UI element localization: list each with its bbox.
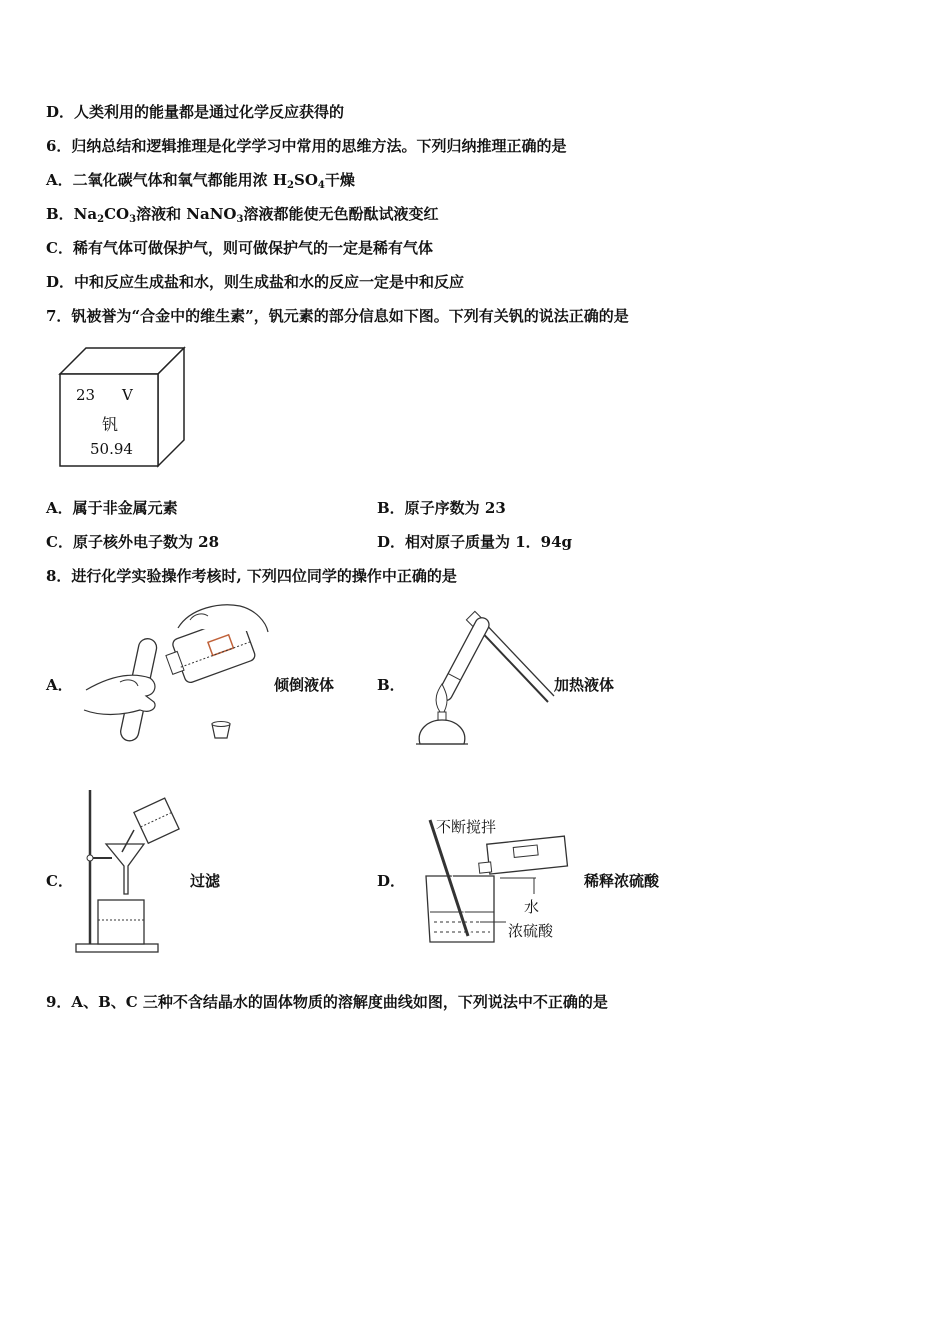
q7-option-a: A．属于非金属元素 — [46, 499, 178, 517]
q8-b-letter: B． — [377, 676, 405, 694]
q9-stem: 9．A、B、C 三种不含结晶水的固体物质的溶解度曲线如图，下列说法中不正确的是 — [46, 993, 608, 1011]
q6-option-c: C．稀有气体可做保护气，则可做保护气的一定是稀有气体 — [46, 239, 433, 257]
stir-note: 不断搅拌 — [436, 818, 497, 836]
q7-stem: 7．钒被誉为“合金中的维生素”，钒元素的部分信息如下图。下列有关钒的说法正确的是 — [46, 307, 629, 325]
q5-option-d: D．人类利用的能量都是通过化学反应获得的 — [46, 103, 345, 121]
element-card — [58, 346, 188, 468]
q7-option-c: C．原子核外电子数为 28 — [46, 533, 220, 551]
pour-liquid-illustration — [80, 598, 270, 748]
element-number: 23 — [76, 386, 96, 404]
q8-d-label: 稀释浓硫酸 — [584, 872, 660, 890]
heat-liquid-illustration — [410, 604, 560, 752]
water-note: 水 — [524, 898, 540, 916]
q8-d-letter: D． — [377, 872, 406, 890]
filtration-illustration — [72, 786, 186, 956]
q8-b-label: 加热液体 — [554, 676, 615, 694]
q8-stem: 8．进行化学实验操作考核时, 下列四位同学的操作中正确的是 — [46, 567, 457, 585]
acid-note: 浓硫酸 — [508, 922, 554, 940]
q7-option-b: B．原子序数为 23 — [377, 499, 506, 517]
q6-option-a: A．二氧化碳气体和氧气都能用浓 $H_2SO_4$干燥 — [46, 171, 355, 191]
dilute-acid-illustration — [416, 814, 576, 950]
q8-c-letter: C． — [46, 872, 73, 890]
element-name: 钒 — [102, 415, 119, 434]
q6-option-d: D．中和反应生成盐和水，则生成盐和水的反应一定是中和反应 — [46, 273, 465, 291]
q6-option-b: B．$Na_2CO_3$溶液和 NaNO$_3$溶液都能使无色酚酞试液变红 — [46, 205, 439, 225]
q8-a-letter: A． — [46, 676, 73, 694]
element-mass: 50.94 — [90, 440, 133, 458]
q8-c-label: 过滤 — [190, 872, 221, 890]
element-symbol: V — [122, 386, 133, 404]
q7-option-d: D．相对原子质量为 1．94g — [377, 533, 573, 551]
q6-stem: 6．归纳总结和逻辑推理是化学学习中常用的思维方法。下列归纳推理正确的是 — [46, 137, 567, 155]
q8-a-label: 倾倒液体 — [274, 676, 335, 694]
